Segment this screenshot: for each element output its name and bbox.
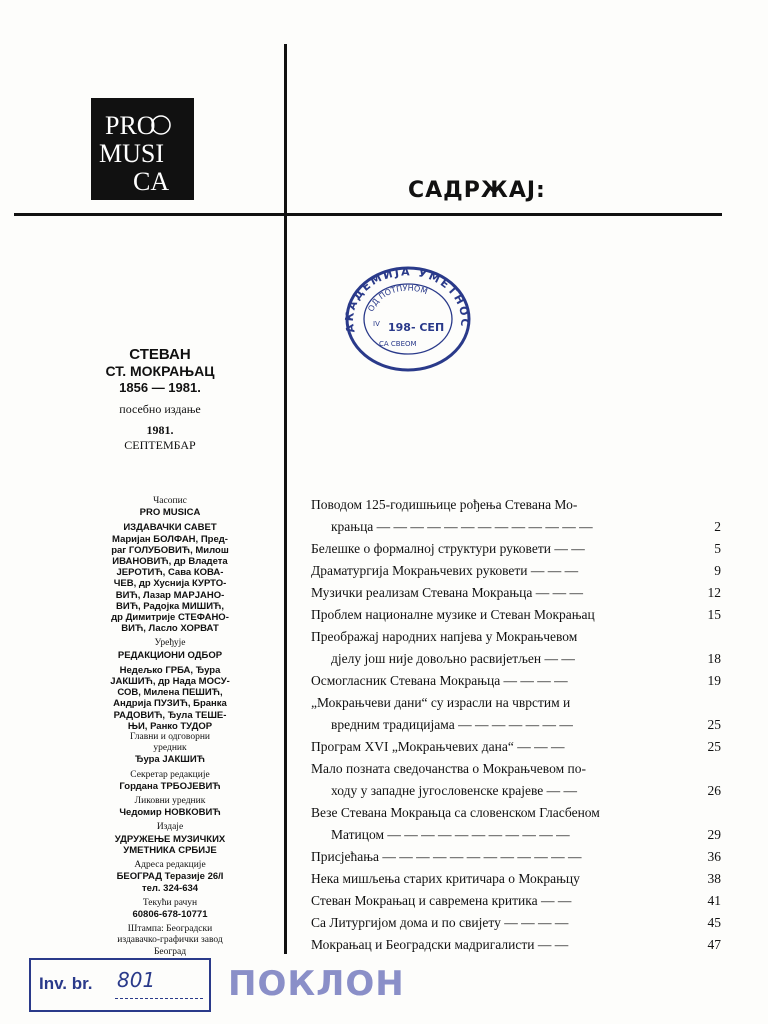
inventory-label: Inv. br. [39,974,93,993]
credit-line: Штампа: Београдски [127,924,213,935]
toc-page-number: 45 [707,915,721,930]
stamp-date: 198- СЕП [388,321,445,334]
credit-line: ЈЕРОТИЋ, Сава КОВА- [116,567,224,579]
toc-entry-title: Програм XVI „Мокрањчевих дана“ — — — [311,739,565,754]
credit-line: ЧЕВ, др Хусниjа КУРТО- [113,578,227,590]
credit-line: Часопис [153,496,187,506]
credit-line: Недељко ГРБА, Ђура [119,664,221,676]
toc-page-number: 2 [714,519,721,534]
toc-entry[interactable] [311,912,721,934]
logo-line-3: CA [133,167,170,196]
toc-entry-title: Белешке о формалној структури руковети — — [311,541,585,556]
credit-line: ВИЋ, Радојка МИШИЋ, [116,600,224,612]
toc-entry-title: Драматургија Мокрањчевих руковети — — — [311,563,579,578]
toc-entry-title: Нека мишљења старих критичара о Мокрањцу [311,871,580,886]
toc-entry[interactable] [311,846,721,868]
vertical-rule [284,44,287,954]
stamp-roman: IV [373,320,380,328]
credit-line: Главни и одговорни [129,732,211,743]
credit-line: уредник [153,743,187,754]
credit-line: Маријан БОЛФАН, Пред- [112,533,228,545]
credit-line: Текући рачун [142,897,198,908]
title-years: 1856 — 1981. [119,380,201,395]
toc-entry-title: Мало позната сведочанства о Мокрањчевом по- [311,761,586,776]
toc-entry-title: Присјећања — — — — — — — — — — — — [311,849,582,864]
credit-line: ЈАКШИЋ, др Нада МОСУ- [110,676,230,688]
toc-page-number: 25 [707,717,721,732]
toc-entry[interactable] [311,758,721,802]
toc-entry[interactable] [311,626,721,670]
toc-entry[interactable] [311,692,721,736]
toc-entry-title: Матицом — — — — — — — — — — — [331,827,570,842]
toc-entry[interactable] [311,868,721,890]
edition-year: 1981. [146,423,174,437]
credit-line: БЕОГРАД Теразије 26/I [116,871,224,883]
credit-line: Ђура ЈАКШИЋ [135,754,205,766]
library-stamp [343,264,473,379]
toc-entry-title: Музички реализам Стевана Мокрањца — — — [311,585,583,600]
credit-line: ИЗДАВАЧКИ САВЕТ [123,522,217,534]
toc-page-number: 29 [707,827,721,842]
credit-line: Гордана ТРБОЈЕВИЋ [119,780,221,792]
credit-line: СОВ, Милена ПЕШИЋ, [117,687,223,699]
logo-line-2: MUSI [99,139,165,168]
credit-line: УМЕТНИКА СРБИЈЕ [123,844,217,856]
masthead-credits [60,496,280,958]
toc-entry[interactable] [311,582,721,604]
credit-line: Андрија ПУЗИЋ, Бранка [113,698,227,710]
inventory-number: 801 [117,968,156,992]
credit-line: РАДОВИЋ, Ђула ТЕШЕ- [113,709,227,721]
inventory-stamp [29,958,211,1012]
toc-entry[interactable] [311,890,721,912]
toc-entry-title: ходу у западне југословенске крајеве — — [331,783,577,798]
credit-line: Чедомир НОВКОВИЋ [119,807,221,819]
toc-entry-title: Проблем националне музике и Стеван Мокрањац [311,607,595,622]
toc-entry-title: Осмогласник Стевана Мокрањца — — — — [311,673,568,688]
stamp-inner-bottom: СА СВЕОМ [379,340,417,348]
toc-entry[interactable] [311,538,721,560]
toc-entry-title: крањца — — — — — — — — — — — — — [331,519,593,534]
svg-text:ОД ПОТПУНОМ [366,283,428,312]
toc-entry[interactable] [311,670,721,692]
toc-entry[interactable] [311,736,721,758]
toc-entry-title: Стеван Мокрањац и савремена критика — — [311,893,572,908]
credit-line: ИВАНОВИЋ, др Владета [112,556,228,568]
pro-musica-logo [91,98,194,200]
publication-title [60,346,260,453]
credit-line: 60806-678-10771 [132,908,208,920]
toc-page-number: 18 [707,651,721,666]
credit-line: раг ГОЛУБОВИЋ, Милош [111,544,229,556]
logo-line-1: PRO [105,111,156,140]
table-of-contents [311,494,721,956]
toc-page-number: 26 [707,783,721,798]
gift-stamp: ПОКЛОН [228,964,405,1004]
toc-page-number: 19 [707,673,721,688]
toc-page-number: 25 [707,739,721,754]
toc-entry[interactable] [311,604,721,626]
toc-page-number: 36 [707,849,721,864]
toc-page-number: 12 [707,585,721,600]
credit-line: ЊИ, Ранко ТУДОР [127,720,213,732]
toc-entry-title: Преображај народних напјева у Мокрањчевом [311,629,578,644]
toc-entry-title: „Мокрањчеви дани“ су израсли на чврстим и [311,695,571,710]
toc-entry[interactable] [311,494,721,538]
credit-line: ВИЋ, Лазар МАРЈАНО- [115,589,225,601]
toc-entry-title: дјелу још није довољно расвијетљен — — [331,651,575,666]
horizontal-rule [14,213,722,216]
toc-entry[interactable] [311,802,721,846]
toc-entry[interactable] [311,560,721,582]
title-line-1: СТЕВАН [129,346,191,363]
toc-page-number: 41 [707,893,721,908]
stamp-inner-top: ОД ПОТПУНОМ [366,283,429,313]
credit-line: Адреса редакције [134,860,206,871]
credit-line: PRO MUSICA [139,507,201,519]
toc-page-number: 15 [707,607,721,622]
credit-line: Секретар редакције [130,769,210,780]
credit-line: РЕДАКЦИОНИ ОДБОР [117,649,223,661]
credit-line: УДРУЖЕЊЕ МУЗИЧКИХ [114,833,226,845]
toc-page-number: 9 [714,563,721,578]
credit-line: Уређује [154,638,186,649]
toc-entry-title: вредним традицијама — — — — — — — [331,717,573,732]
stamp-outer-text: АКАДЕМИЈА УМЕТНОС [343,265,472,334]
credit-line: др Димитрије СТЕФАНО- [111,612,229,624]
credit-line: Београд [153,946,187,957]
toc-entry-title: Везе Стевана Мокрањца са словенском Гласбеном [311,805,600,820]
title-line-2: СТ. МОКРАЊАЦ [105,363,215,379]
credit-line: издавачко-графички завод [117,935,223,946]
edition-month: СЕПТЕМБАР [124,438,196,452]
credit-line: тел. 324-634 [141,882,199,894]
toc-heading: САДРЖАЈ: [408,178,546,203]
toc-entry-title: Са Литургијом дома и по свијету — — — — [311,915,569,930]
toc-entry[interactable] [311,934,721,956]
toc-entry-title: Мокрањац и Београдски мадригалисти — — [311,937,569,952]
edition-note: посебно издање [119,402,201,416]
toc-page-number: 38 [707,871,721,886]
credit-line: Издаје [156,822,184,833]
credit-line: ВИЋ, Ласло ХОРВАТ [121,623,219,635]
toc-page-number: 47 [707,937,721,952]
credit-line: Ликовни уредник [134,796,206,807]
toc-entry-title: Поводом 125-годишњице рођења Стевана Мо- [311,497,578,512]
toc-page-number: 5 [714,541,721,556]
